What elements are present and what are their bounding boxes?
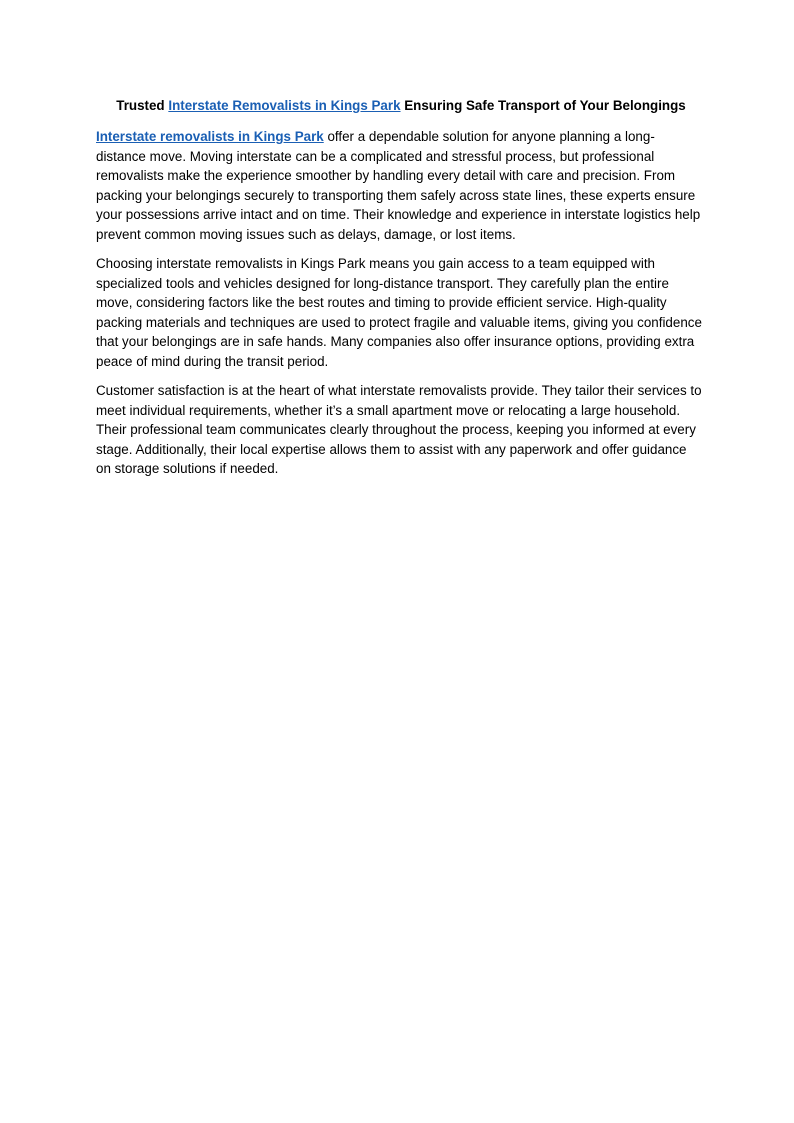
page-title bbox=[96, 96, 706, 116]
paragraph-1-text: offer a dependable solution for anyone planning a long-distance move. Moving interstate can be a complicated and stressful process, but professional removalists make the experience smoother by handling every detail with care and precision. From packing your belongings securely to transporting them safely across state lines, these experts ensure your possessions arrive intact and on time. Their knowledge and experience in interstate logistics help prevent common moving issues such as delays, damage, or lost items. bbox=[96, 129, 701, 242]
paragraph-1 bbox=[96, 127, 702, 244]
title-suffix: Ensuring Safe Transport of Your Belongings bbox=[400, 98, 686, 113]
paragraph-2: Choosing interstate removalists in Kings Park means you gain access to a team equipped with specialized tools and vehicles designed for long-distance transport. They carefully plan the entire move, considering factors like the best routes and timing to provide efficient service. High-quality packing materials and techniques are used to protect fragile and valuable items, giving you confidence that your belongings are in safe hands. Many companies also offer insurance options, providing extra peace of mind during the transit period. bbox=[96, 256, 702, 369]
title-prefix: Trusted bbox=[116, 98, 169, 113]
title-link[interactable]: Interstate Removalists in Kings Park bbox=[168, 98, 401, 113]
document-body bbox=[96, 127, 702, 489]
paragraph-1-link[interactable]: Interstate removalists in Kings Park bbox=[96, 129, 324, 144]
paragraph-3: Customer satisfaction is at the heart of what interstate removalists provide. They tailor their services to meet individual requirements, whether it’s a small apartment move or relocating a large household. Their professional team communicates clearly throughout the process, keeping you informed at every stage. Additionally, their local expertise allows them to assist with any paperwork and offer guidance on storage solutions if needed. bbox=[96, 383, 702, 476]
